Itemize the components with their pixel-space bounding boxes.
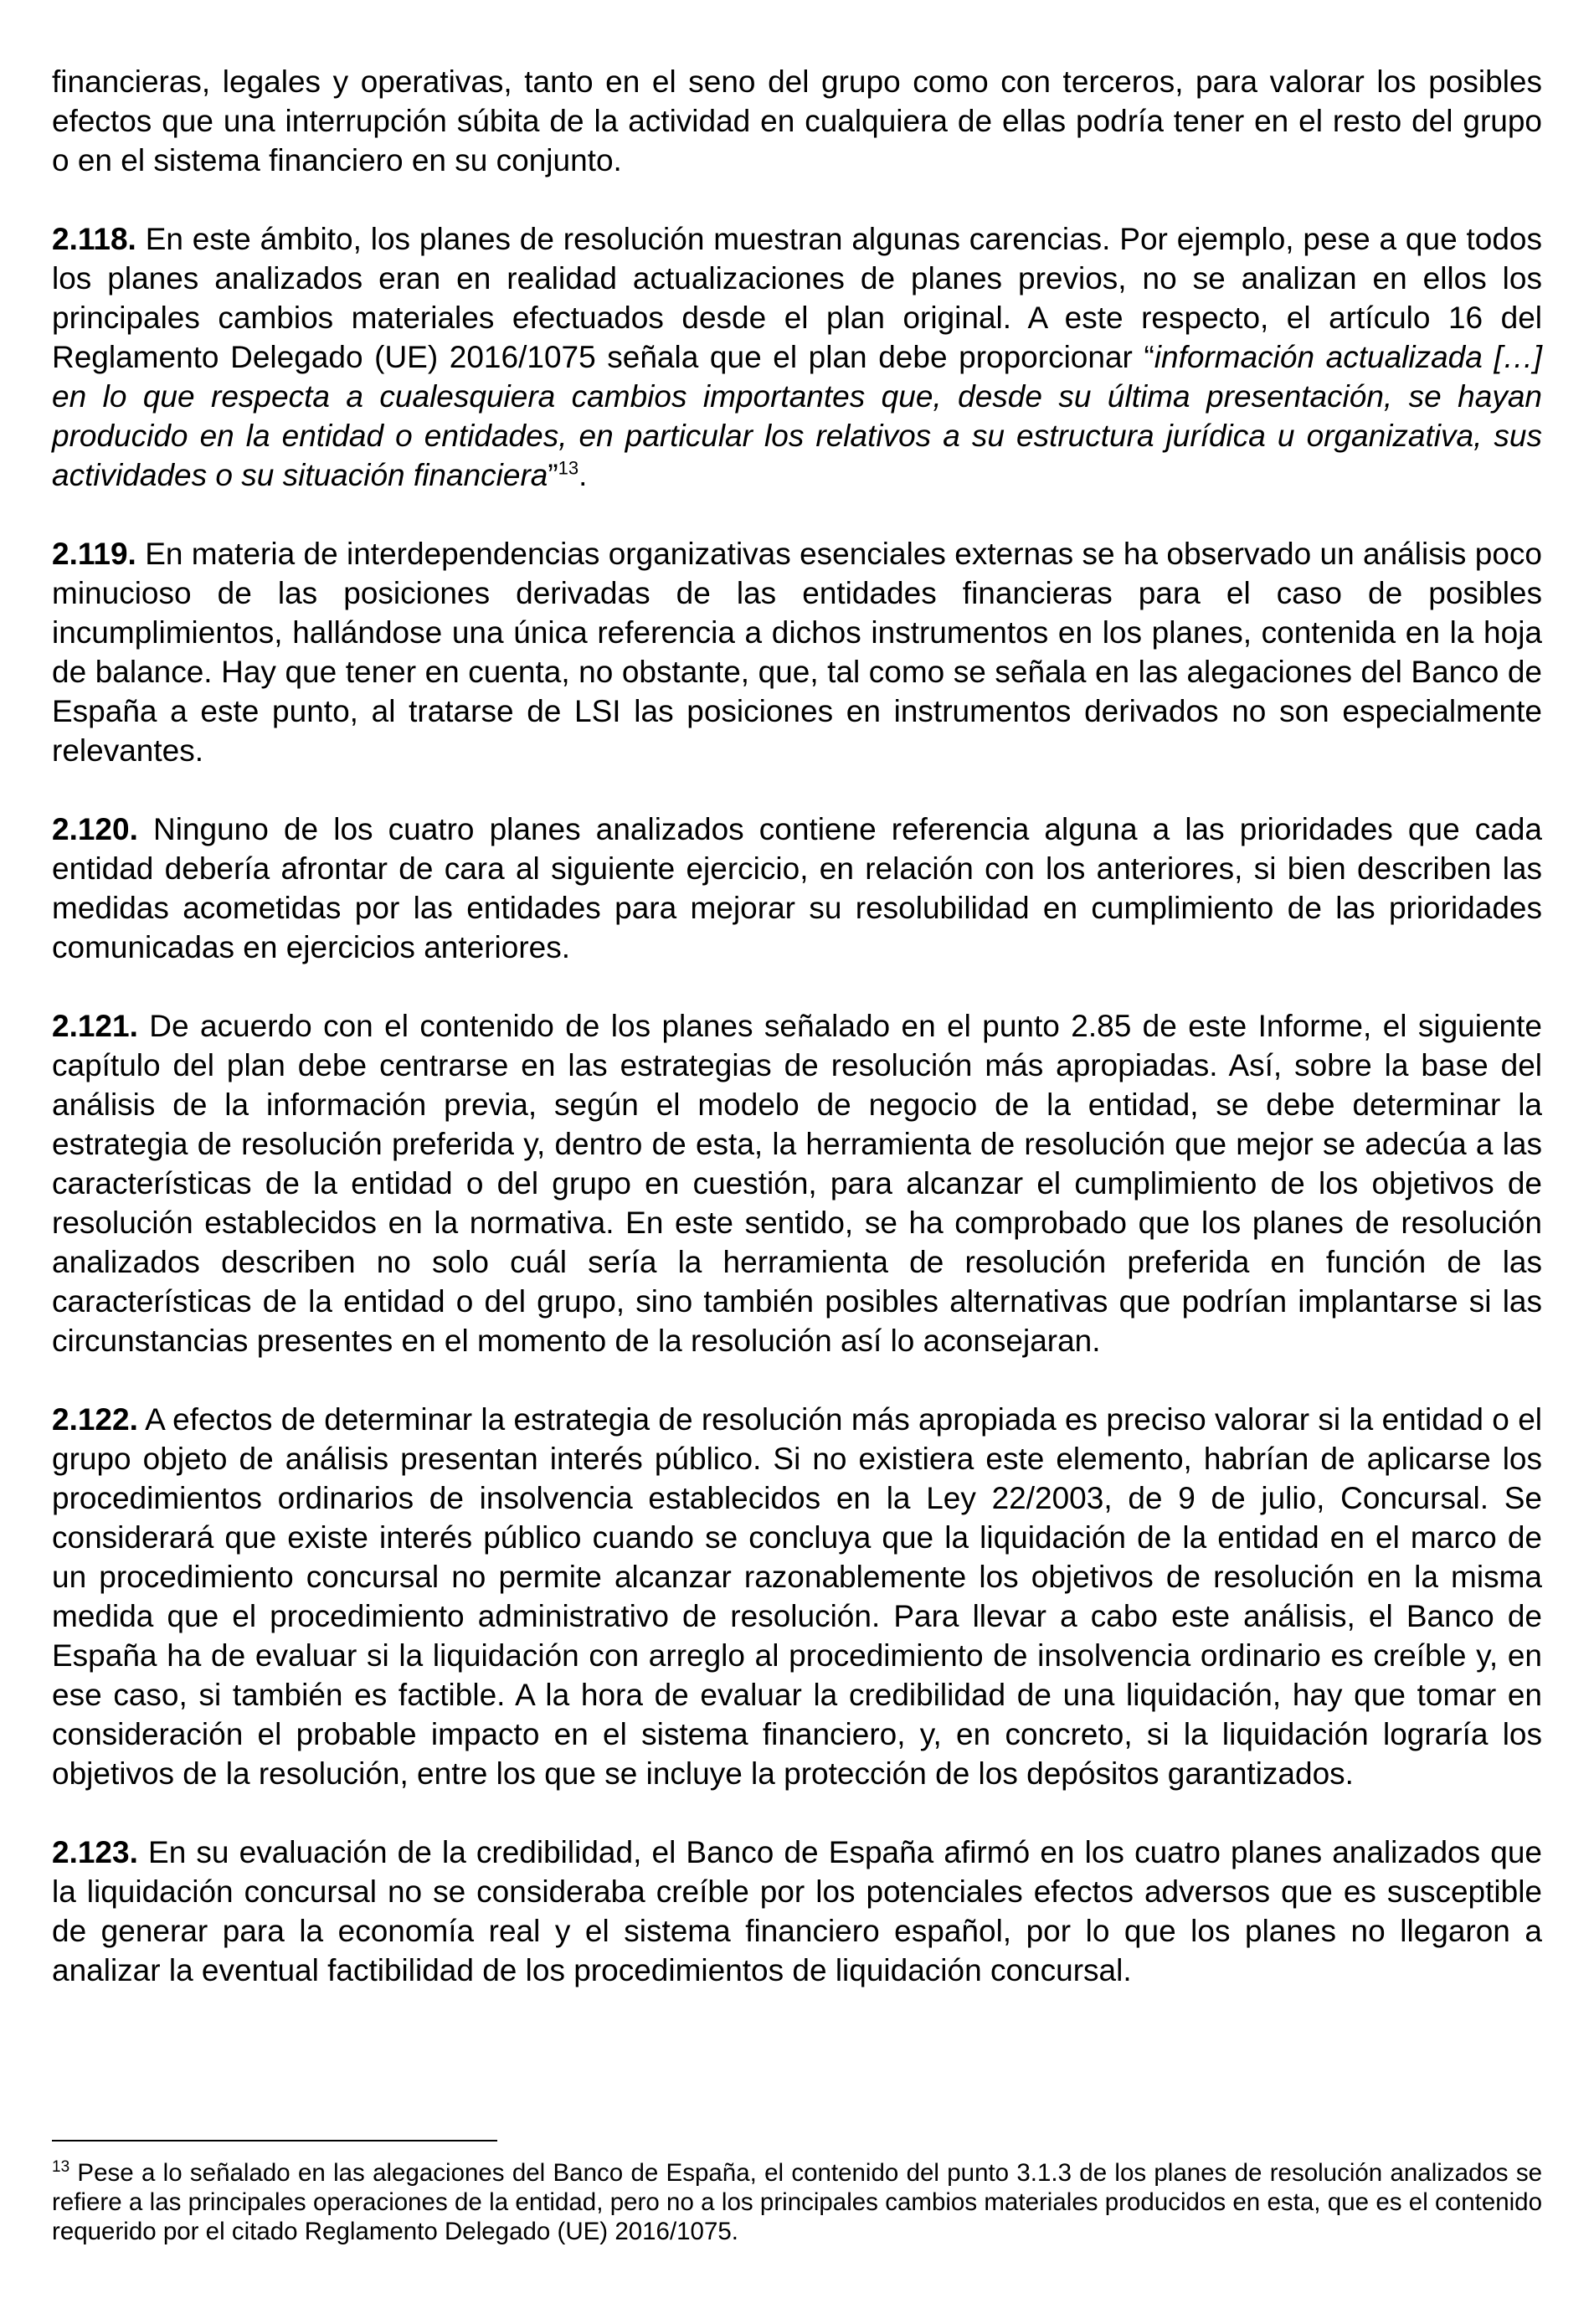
- footnote: [52, 2158, 1542, 2246]
- paragraph-number: 2.119.: [52, 537, 136, 571]
- paragraph-2-120: [52, 810, 1542, 967]
- paragraph-number: 2.118.: [52, 222, 136, 256]
- paragraph-2-122: [52, 1400, 1542, 1793]
- paragraph-2-119: [52, 534, 1542, 770]
- paragraph-2-118: [52, 219, 1542, 495]
- paragraph-2-123: [52, 1833, 1542, 1990]
- closing-quote-mark: ”: [548, 458, 558, 492]
- paragraph-number: 2.122.: [52, 1402, 138, 1437]
- footnote-reference[interactable]: 13: [558, 457, 579, 479]
- paragraph-text: En materia de interdependencias organizativas esenciales externas se ha observado un análisis poco minucioso de las posiciones derivadas de las entidades financieras para el caso de posibles incumplimientos, hallándose una única referencia a dichos instrumentos en los planes, contenida en la hoja de balance. Hay que tener en cuenta, no obstante, que, tal como se señala en las alegaciones del Banco de España a este punto, al tratarse de LSI las posiciones en instrumentos derivados no son especialmente relevantes.: [52, 537, 1542, 768]
- paragraph-number: 2.123.: [52, 1835, 138, 1869]
- paragraph-text: De acuerdo con el contenido de los planes señalado en el punto 2.85 de este Informe, el siguiente capítulo del plan debe centrarse en las estrategias de resolución más apropiadas. Así, sobre la base del análisis de la información previa, según el modelo de negocio de la entidad, se debe determinar la estrategia de resolución preferida y, dentro de esta, la herramienta de resolución que mejor se adecúa a las características de la entidad o del grupo en cuestión, para alcanzar el cumplimiento de los objetivos de resolución establecidos en la normativa. En este sentido, se ha comprobado que los planes de resolución analizados describen no solo cuál sería la herramienta de resolución preferida en función de las características de la entidad o del grupo, sino también posibles alternativas que podrían implantarse si las circunstancias presentes en el momento de la resolución así lo aconsejaran.: [52, 1009, 1542, 1358]
- paragraph-text: A efectos de determinar la estrategia de resolución más apropiada es preciso valorar si la entidad o el grupo objeto de análisis presentan interés público. Si no existiera este elemento, habrían de aplicarse los procedimientos ordinarios de insolvencia establecidos en la Ley 22/2003, de 9 de julio, Concursal. Se considerará que existe interés público cuando se concluya que la liquidación de la entidad en el marco de un procedimiento concursal no permite alcanzar razonablemente los objetivos de resolución en la misma medida que el procedimiento administrativo de resolución. Para llevar a cabo este análisis, el Banco de España ha de evaluar si la liquidación con arreglo al procedimiento de insolvencia ordinario es creíble y, en ese caso, si también es factible. A la hora de evaluar la credibilidad de una liquidación, hay que tomar en consideración el probable impacto en el sistema financiero, y, en concreto, si la liquidación lograría los objetivos de la resolución, entre los que se incluye la protección de los depósitos garantizados.: [52, 1402, 1542, 1791]
- footnote-number: 13: [52, 2158, 70, 2177]
- paragraph-number: 2.121.: [52, 1009, 138, 1043]
- paragraph-continuation: [52, 62, 1542, 180]
- paragraph-2-121: [52, 1006, 1542, 1360]
- sentence-end: .: [578, 458, 588, 492]
- paragraph-number: 2.120.: [52, 812, 138, 846]
- paragraph-text: En este ámbito, los planes de resolución muestran algunas carencias. Por ejemplo, pese a que todos los planes analizados eran en realidad actualizaciones de planes previos, no se analizan en ellos los principales cambios materiales efectuados desde el plan original. A este respecto, el artículo 16 del Reglamento Delegado (UE) 2016/1075 señala que el plan debe proporcionar “: [52, 222, 1542, 374]
- footnote-text: Pese a lo señalado en las alegaciones del Banco de España, el contenido del punto 3.1.3 de los planes de resolución analizados se refiere a las principales operaciones de la entidad, pero no a los principales cambios materiales producidos en esta, que es el contenido requerido por el citado Reglamento Delegado (UE) 2016/1075.: [52, 2159, 1542, 2245]
- paragraph-text: En su evaluación de la credibilidad, el Banco de España afirmó en los cuatro planes analizados que la liquidación concursal no se consideraba creíble por los potenciales efectos adversos que es susceptible de generar para la economía real y el sistema financiero español, por lo que los planes no llegaron a analizar la eventual factibilidad de los procedimientos de liquidación concursal.: [52, 1835, 1542, 1987]
- footnote-separator: [52, 2140, 497, 2141]
- paragraph-text: Ninguno de los cuatro planes analizados contiene referencia alguna a las prioridades que cada entidad debería afrontar de cara al siguiente ejercicio, en relación con los anteriores, si bien describen las medidas acometidas por las entidades para mejorar su resolubilidad en cumplimiento de las prioridades comunicadas en ejercicios anteriores.: [52, 812, 1543, 964]
- paragraph-text: financieras, legales y operativas, tanto en el seno del grupo como con terceros, para valorar los posibles efectos que una interrupción súbita de la actividad en cualquiera de ellas podría tener en el resto del grupo o en el sistema financiero en su conjunto.: [52, 64, 1542, 177]
- document-body: [52, 62, 1542, 2029]
- regulation-quote: información actualizada […] en lo que respecta a cualesquiera cambios importantes que, desde su última presentación, se hayan producido en la entidad o entidades, en particular los relativos a su estructura jurídica u organizativa, sus actividades o su situación financiera: [52, 340, 1543, 492]
